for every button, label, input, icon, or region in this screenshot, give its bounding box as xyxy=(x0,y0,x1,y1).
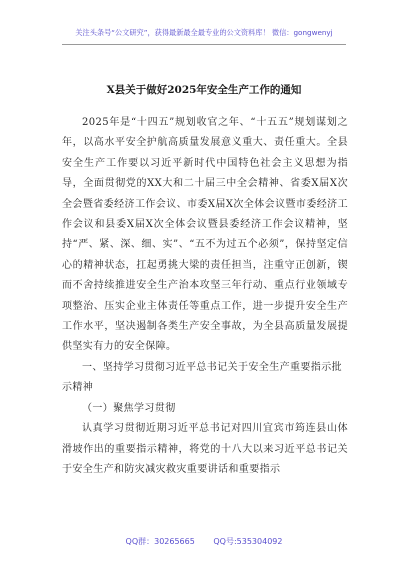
subsection-heading-1: （一）聚焦学习贯彻 xyxy=(82,402,176,414)
body-paragraph: 2025年是“十四五”规划收官之年、“十五五”规划谋划之年，以高水平安全护航高质量发展意义重大、责任重大。全县安全生产工作要以习近平新时代中国特色社会主义思想为指导，全面贯彻党的XX大和二十届三中全会精神、省委X届X次全会暨省委经济工作会议、市委X届X次全体会议暨市委经济工作会议和县委X届X次全体会议暨县委经济工作会议精神，坚持“严、紧、深、细、实”、“五不为过五个必须”，保持坚定信心的精神状态，扛起勇挑大梁的责任担当，注重守正创新，锲而不舍持续推进安全生产治本攻坚三年行动、重点行业领域专项整治、压实企业主体责任等重点工作，进一步提升安全生产工作水平，坚决遏制各类生产安全事故，为全县高质量发展提供坚实有力的安全保障。 xyxy=(62,117,348,353)
header-promo-note: 关注头条号“公文研究”，获得最新最全最专业的公文资料库！ 微信：gongwenyj xyxy=(75,28,333,37)
header-divider xyxy=(62,44,346,45)
footer-qq-group: QQ群：30265665 xyxy=(125,537,195,546)
body-paragraph-continued: 认真学习贯彻近期习近平总书记对四川宜宾市筠连县山体滑坡作出的重要指示精神，将党的十八大以来习近平总书记关于安全生产和防灾减灾救灾重要讲话和重要指示 xyxy=(62,423,348,475)
document-body xyxy=(62,113,348,480)
document-title: X县关于做好2025年安全生产工作的通知 xyxy=(106,84,302,96)
footer-contact xyxy=(0,536,408,547)
footer-qq-number: QQ号:535304092 xyxy=(213,537,283,546)
section-heading-1: 一、坚持学习贯彻习近平总书记关于安全生产重要指示批示精神 xyxy=(62,361,342,394)
